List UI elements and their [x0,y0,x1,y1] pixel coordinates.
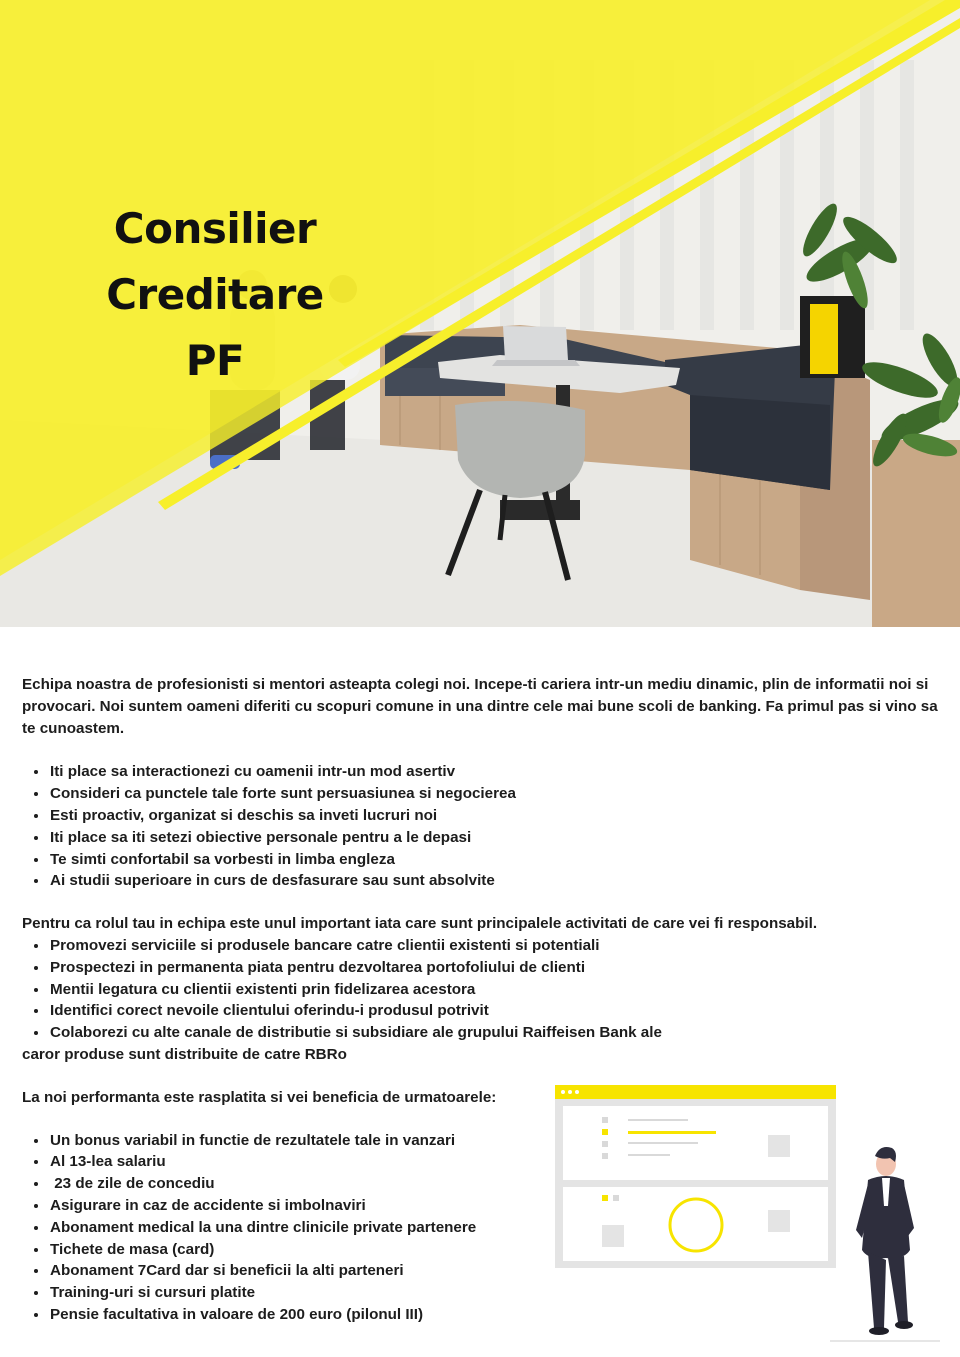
responsibilities-list [22,935,942,1044]
list-item: • Tichete de masa (card) [49,1239,942,1261]
responsibilities-intro: Pentru ca rolul tau in echipa este unul important iata care sunt principalele activitati de care vei fi responsabil. [22,915,818,933]
list-item: • Pensie facultativa in valoare de 200 euro (pilonul III) [49,1304,942,1326]
page-title [0,196,430,394]
list-item: • Esti proactiv, organizat si deschis sa inveti lucruri noi [49,805,942,827]
list-item: • Training-uri si cursuri platite [49,1282,942,1304]
list-item: • Identifici corect nevoile clientului oferindu-i produsul potrivit [49,1000,942,1022]
list-item: • Mentii legatura cu clientii existenti prin fidelizarea acestora [49,979,942,1001]
list-item: • Colaborezi cu alte canale de distributie si subsidiare ale grupului Raiffeisen Bank ale [49,1022,942,1044]
list-item: • Te simti confortabil sa vorbesti in limba engleza [49,849,942,871]
list-item: • Abonament 7Card dar si beneficii la alti parteneri [49,1260,942,1282]
list-item: • Ai studii superioare in curs de desfasurare sau sunt absolvite [49,870,942,892]
list-item: • Asigurare in caz de accidente si imbolnaviri [49,1195,942,1217]
title-line-2: PF [185,336,245,385]
browser-window-illustration [555,1085,836,1268]
person-illustration [830,1147,940,1342]
list-item: • Consideri ca punctele tale forte sunt persuasiunea si negocierea [49,783,942,805]
responsibilities-continuation: caror produse sunt distribuite de catre RBRo [22,1045,347,1063]
profile-list [22,761,942,892]
list-item: • Promovezi serviciile si produsele bancare catre clientii existenti si potentiali [49,935,942,957]
dashboard-person-illustration [550,1080,950,1350]
list-item: • Prospectezi in permanenta piata pentru dezvoltarea portofoliului de clienti [49,957,942,979]
list-item: • Abonament medical la una dintre clinicile private partenere [49,1217,942,1239]
list-item: • Iti place sa iti setezi obiective personale pentru a le depasi [49,827,942,849]
list-item: • 23 de zile de concediu [49,1173,942,1195]
title-line-1: Consilier Creditare [106,204,324,319]
intro-paragraph: Echipa noastra de profesionisti si mentori asteapta colegi noi. Incepe-ti cariera intr-un mediu dinamic, plin de informatii noi si provocari. Noi suntem oameni diferiti cu scopuri comune in una dintre cele mai bune scoli de banking. Fa primul pas si vino sa te cunoastem. [22,676,938,737]
benefits-intro: La noi performanta este rasplatita si vei beneficia de urmatoarele: [22,1088,497,1106]
list-item: • Un bonus variabil in functie de rezultatele tale in vanzari [49,1130,942,1152]
list-item: • Al 13-lea salariu [49,1151,942,1173]
list-item: • Iti place sa interactionezi cu oamenii intr-un mod asertiv [49,761,942,783]
hero-banner [0,0,960,627]
